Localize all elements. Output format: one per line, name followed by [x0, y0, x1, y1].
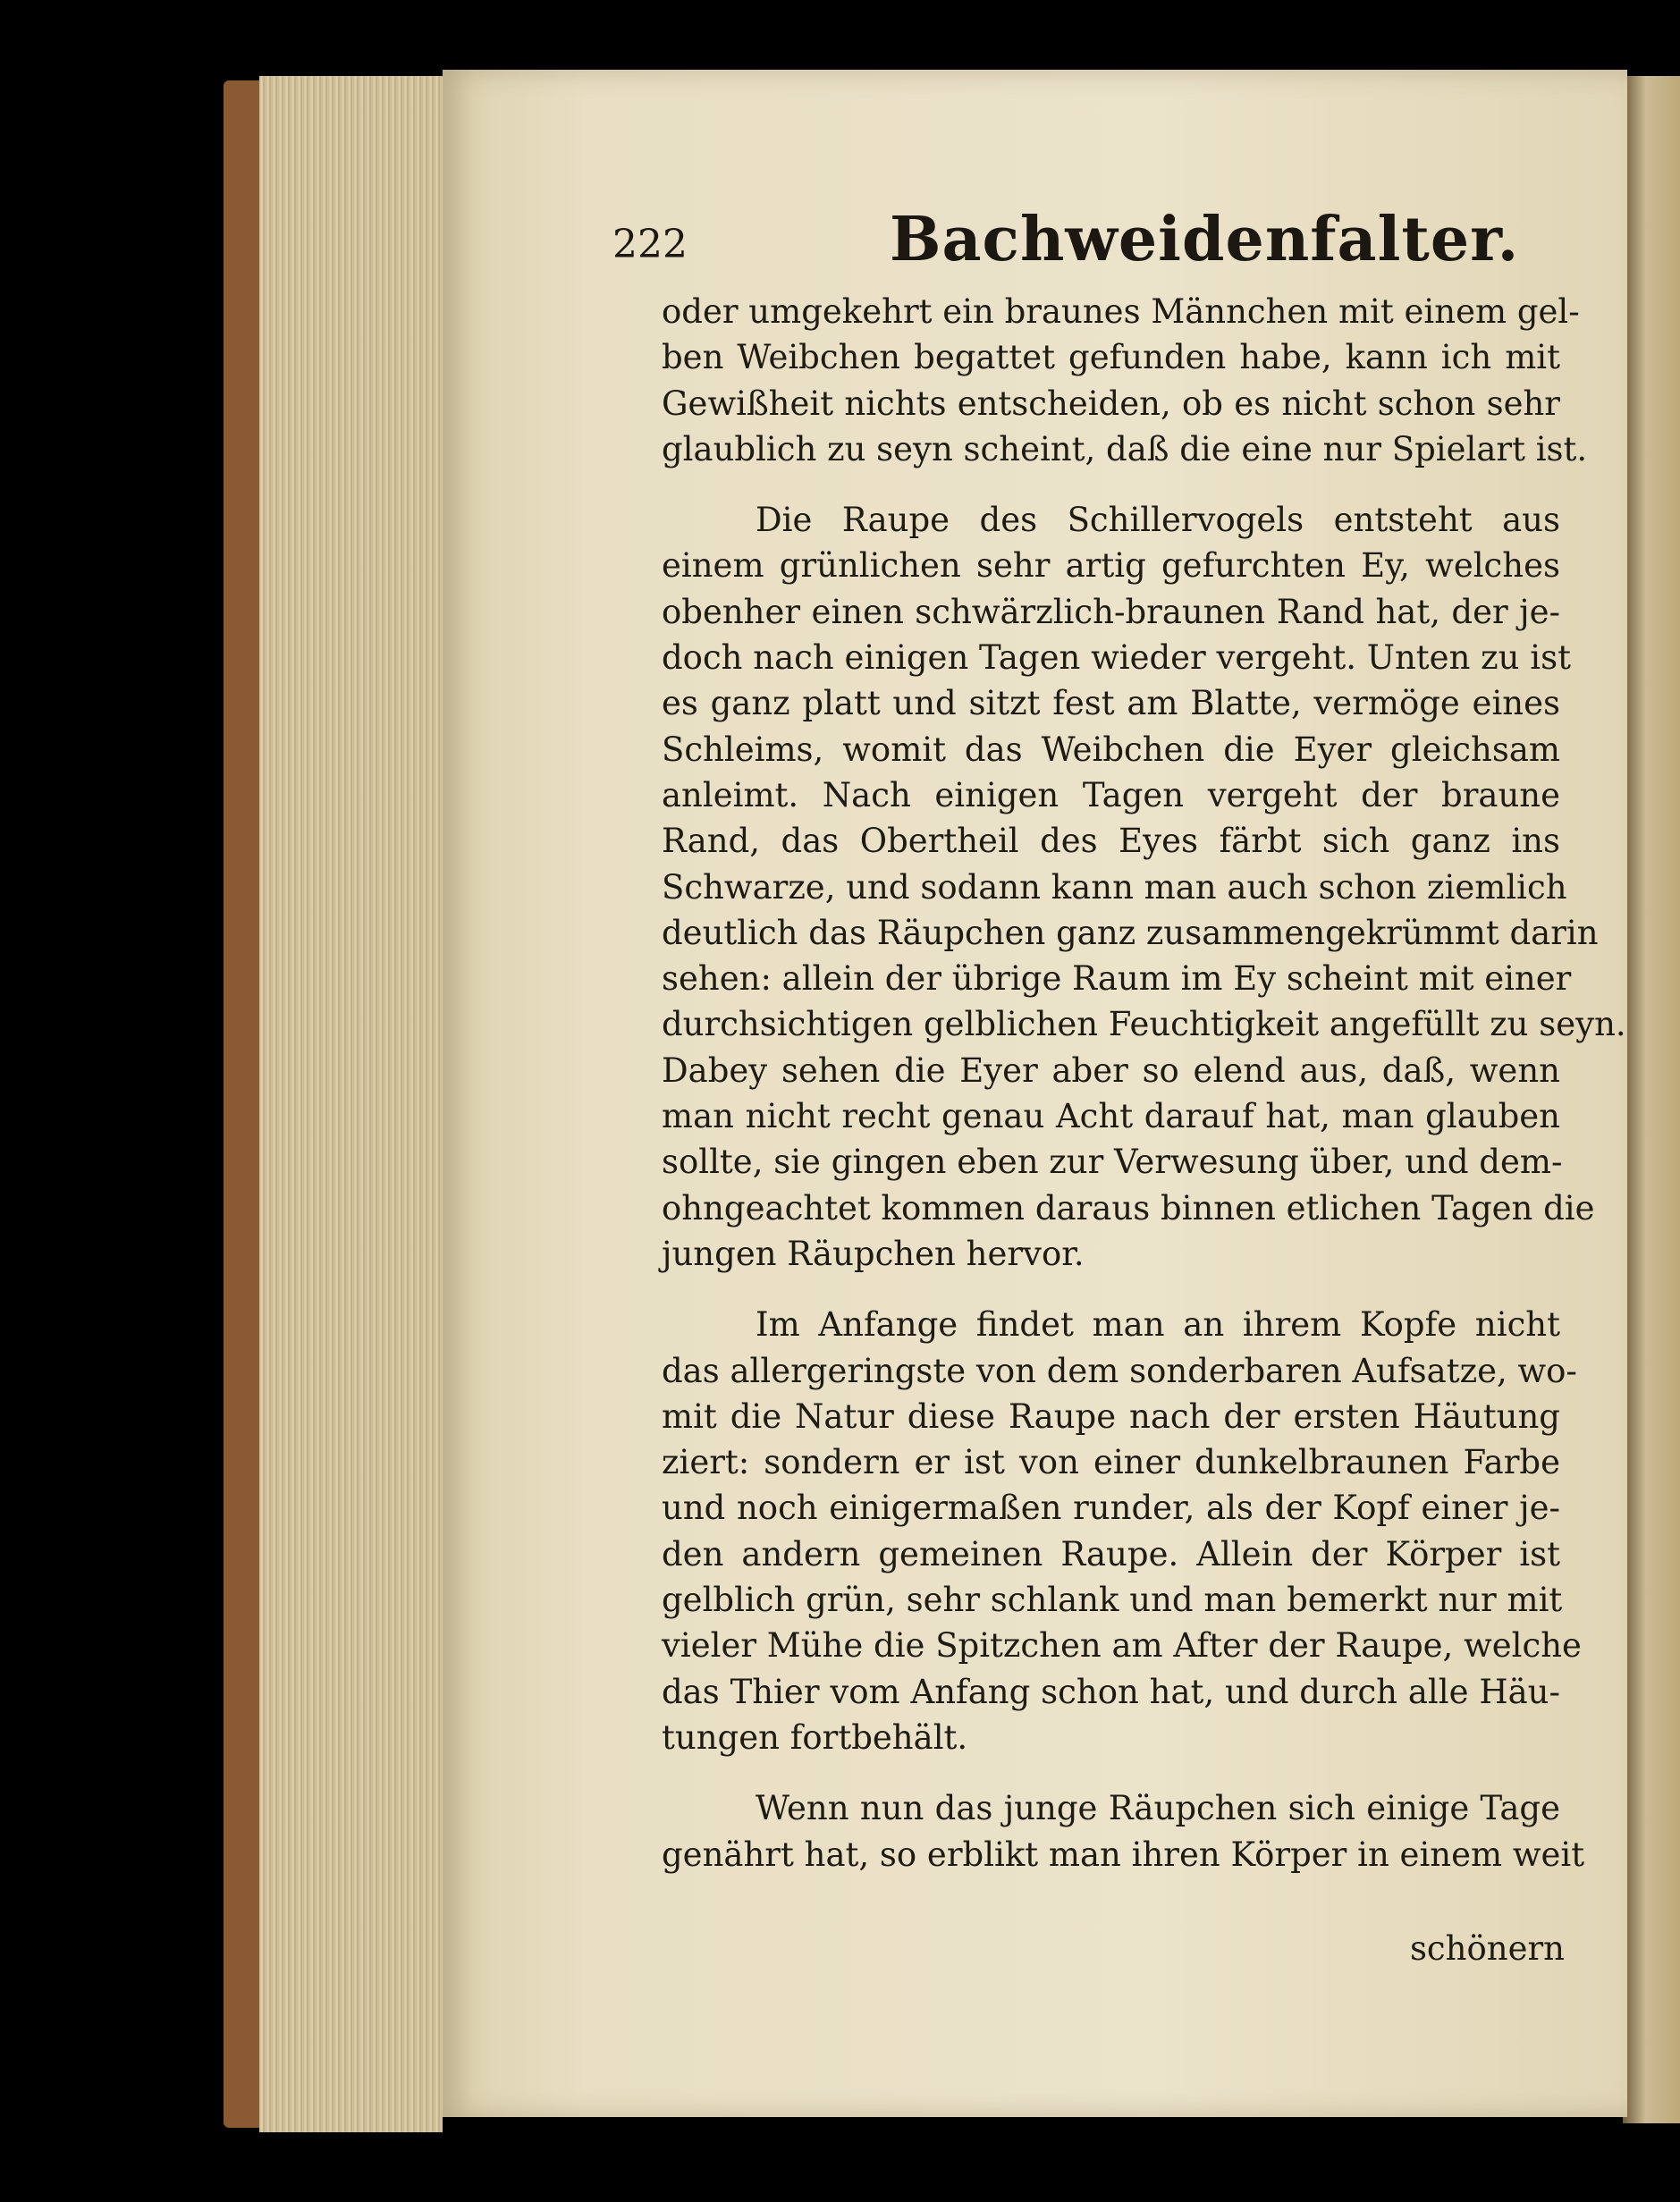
catchword: schönern	[1409, 1929, 1565, 1968]
text-line: und noch einigermaßen runder, als der Kopf einer je-	[662, 1489, 1560, 1528]
text-line: doch nach einigen Tagen wieder vergeht. Unten zu ist	[662, 638, 1571, 678]
text-line: sehen: allein der übrige Raum im Ey scheint mit einer	[662, 959, 1572, 999]
body-text	[662, 289, 1626, 1877]
text-line: Rand, das Obertheil des Eyes färbt sich ganz ins	[662, 822, 1560, 861]
text-line: ziert: sondern er ist von einer dunkelbraunen Farbe	[662, 1443, 1560, 1482]
paragraph-2	[662, 497, 1626, 1277]
text-line: anleimt. Nach einigen Tagen vergeht der braune	[662, 775, 1560, 814]
facing-page-edge	[1623, 76, 1680, 2123]
text-line: man nicht recht genau Acht darauf hat, man glauben	[662, 1097, 1560, 1136]
paragraph-4	[662, 1785, 1585, 1877]
text-line: Dabey sehen die Eyer aber so elend aus, daß, wenn	[662, 1050, 1560, 1090]
text-line: ohngeachtet kommen daraus binnen etlichen Tagen die	[662, 1188, 1595, 1228]
page-edges	[259, 76, 443, 2132]
text-line: deutlich das Räupchen ganz zusammengekrümmt darin	[662, 913, 1599, 952]
text-line: es ganz platt und sitzt fest am Blatte, vermöge eines	[662, 684, 1560, 723]
text-line: jungen Räupchen hervor.	[662, 1234, 1085, 1273]
text-line: mit die Natur diese Raupe nach der ersten Häutung	[662, 1396, 1560, 1436]
text-line: Gewißheit nichts entscheiden, ob es nicht schon sehr	[662, 384, 1560, 423]
text-line: Die Raupe des Schillervogels entsteht aus	[756, 501, 1560, 540]
text-line: ben Weibchen begattet gefunden habe, kann ich mit	[662, 338, 1560, 377]
paragraph-1	[662, 289, 1588, 472]
text-line: sollte, sie gingen eben zur Verwesung über, und dem-	[662, 1143, 1563, 1182]
page-header	[612, 204, 1560, 284]
paragraph-3	[662, 1302, 1582, 1760]
running-head: Bachweidenfalter.	[890, 204, 1520, 275]
text-line: vieler Mühe die Spitzchen am After der Raupe, welche	[662, 1626, 1582, 1666]
text-line: gelblich grün, sehr schlank und man bemerkt nur mit	[662, 1581, 1563, 1620]
text-line: oder umgekehrt ein braunes Männchen mit einem gel-	[662, 292, 1580, 331]
text-line: das Thier vom Anfang schon hat, und durch alle Häu-	[662, 1672, 1560, 1711]
text-line: Schwarze, und sodann kann man auch schon ziemlich	[662, 867, 1567, 907]
page-number: 222	[612, 222, 688, 267]
text-line: genährt hat, so erblikt man ihren Körper in einem weit	[662, 1835, 1585, 1874]
text-line: einem grünlichen sehr artig gefurchten Ey, welches	[662, 546, 1560, 586]
text-line: durchsichtigen gelblichen Feuchtigkeit angefüllt zu seyn.	[662, 1005, 1626, 1044]
text-line: Wenn nun das junge Räupchen sich einige Tage	[756, 1789, 1560, 1828]
text-line: Im Anfange findet man an ihrem Kopfe nicht	[756, 1305, 1560, 1345]
text-line: das allergeringste von dem sonderbaren Aufsatze, wo-	[662, 1351, 1577, 1390]
text-line: tungen fortbehält.	[662, 1717, 968, 1757]
text-line: obenher einen schwärzlich-braunen Rand hat, der je-	[662, 592, 1560, 631]
text-line: Schleims, womit das Weibchen die Eyer gleichsam	[662, 730, 1560, 769]
book-page	[443, 70, 1627, 2117]
text-line: glaublich zu seyn scheint, daß die eine nur Spielart ist.	[662, 429, 1588, 468]
text-line: den andern gemeinen Raupe. Allein der Körper ist	[662, 1534, 1560, 1573]
